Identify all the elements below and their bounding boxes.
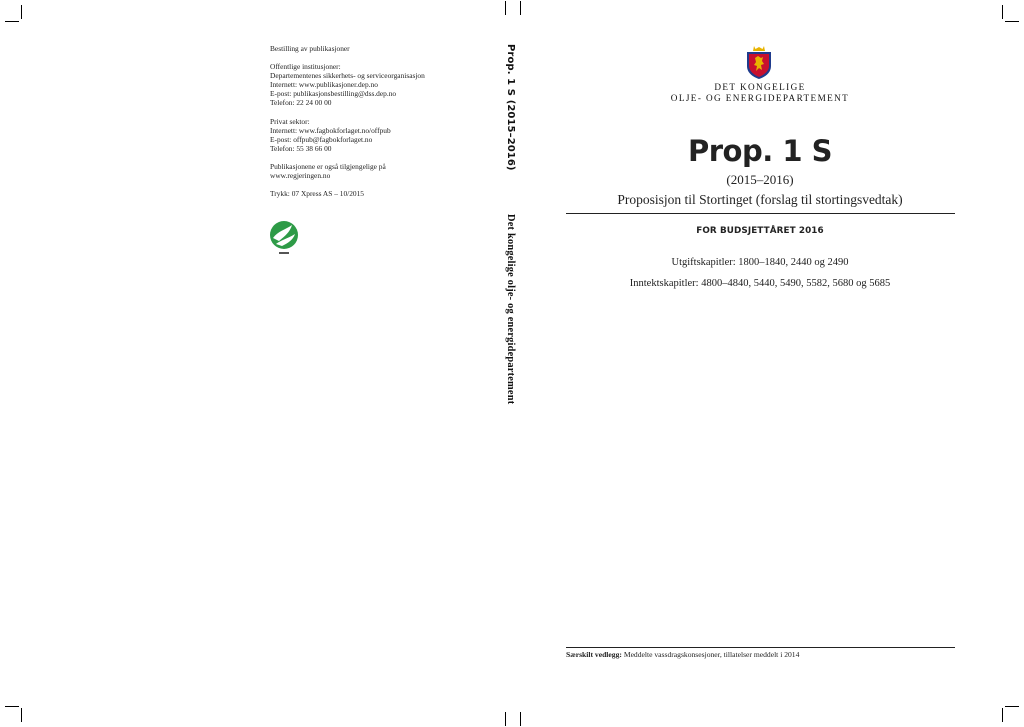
- private-label: Privat sektor:: [270, 116, 310, 126]
- divider: [566, 647, 955, 648]
- appendix-label: Særskilt vedlegg:: [566, 650, 622, 659]
- crop-mark: [21, 708, 22, 722]
- crop-mark: [1002, 708, 1003, 722]
- crop-mark: [505, 712, 506, 726]
- appendix-text: Meddelte vassdragskonsesjoner, tillatelser meddelt i 2014: [623, 650, 800, 659]
- crop-mark: [1002, 5, 1003, 19]
- public-label: Offentlige institusjoner:: [270, 62, 341, 72]
- expense-chapters: Utgiftskapitler: 1800–1840, 2440 og 2490: [671, 257, 849, 268]
- budget-year: FOR BUDSJETTÅRET 2016: [696, 226, 824, 236]
- crop-mark: [505, 1, 506, 15]
- crop-mark: [1005, 706, 1019, 707]
- ecolabel-icon: [268, 218, 302, 258]
- private-web: Internett: www.fagbokforlaget.no/offpub: [270, 125, 391, 135]
- public-org: Departementenes sikkerhets- og serviceorganisasjon: [270, 71, 425, 81]
- crop-mark: [1005, 21, 1019, 22]
- crop-mark: [520, 1, 521, 15]
- ordering-heading: Bestilling av publikasjoner: [270, 44, 350, 53]
- income-chapters: Inntektskapitler: 4800–4840, 5440, 5490, 5582, 5680 og 5685: [629, 278, 891, 289]
- crop-mark: [520, 712, 521, 726]
- also-available: Publikasjonene er også tilgjengelige på: [270, 161, 386, 171]
- print-info: Trykk: 07 Xpress AS – 10/2015: [270, 189, 364, 199]
- department-name-line2: OLJE- OG ENERGIDEPARTEMENT: [670, 93, 850, 103]
- spine-department: Det kongelige olje- og energidepartement: [505, 214, 516, 405]
- document-years: (2015–2016): [726, 172, 794, 187]
- document-title: Prop. 1 S: [687, 134, 832, 168]
- also-url: www.regjeringen.no: [270, 171, 331, 181]
- spine-prop: Prop. 1 S (2015–2016): [505, 44, 516, 171]
- public-email: E-post: publikasjonsbestilling@dss.dep.no: [270, 89, 397, 99]
- public-web: Internett: www.publikasjoner.dep.no: [270, 80, 378, 90]
- appendix-note: [566, 650, 799, 659]
- crop-mark: [5, 706, 19, 707]
- document-subtitle: Proposisjon til Stortinget (forslag til stortingsvedtak): [617, 192, 903, 207]
- public-phone: Telefon: 22 24 00 00: [270, 98, 332, 108]
- crop-mark: [21, 5, 22, 19]
- department-name-line1: DET KONGELIGE: [714, 82, 806, 92]
- crop-mark: [5, 21, 19, 22]
- private-email: E-post: offpub@fagbokforlaget.no: [270, 134, 373, 144]
- ordering-info: [270, 44, 500, 198]
- private-phone: Telefon: 55 38 66 00: [270, 143, 332, 153]
- coat-of-arms-icon: [745, 44, 773, 80]
- divider: [566, 213, 955, 214]
